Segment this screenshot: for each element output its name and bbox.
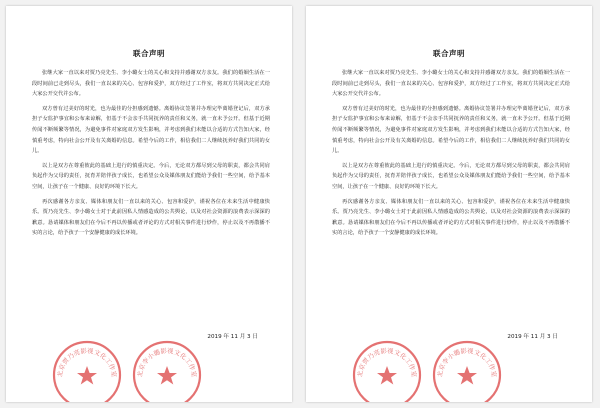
paragraph-3: 以上是双方在尊重彼此的基础上进行的慎重决定。今后，无论双方都尽到父母的职责，都会共同肩负起作为父母的责任，抚育并陪伴孩子成长，也希望公众及媒体朋友们能给予我们一些空间，给予基本空间，让孩子在一个健康、良好的环境下长大。 (32, 162, 270, 190)
statement-body (32, 68, 270, 243)
statement-date: 2019 年 11 月 3 日 (207, 334, 258, 340)
paragraph-1: 张继大家一直以来对贾乃亮先生、李小璐女士的关心和支持并感谢双方亲友。我们的婚姻生活在一段时间前已走到尽头，我们一直以来的关心、包容和爱护，双方经过了工作室，将双方共同决定正式给大家公开交代并公布。 (332, 70, 570, 98)
official-seal-left (350, 338, 424, 402)
page-title: 联合声明 (433, 49, 465, 58)
svg-text:北京贾乃亮影视文化工作室: 北京贾乃亮影视文化工作室 (355, 346, 419, 378)
official-seal-right (430, 338, 504, 402)
paragraph-3: 以上是双方在尊重彼此的基础上进行的慎重决定。今后，无论双方都尽到父母的职责，都会共同肩负起作为父母的责任，抚育并陪伴孩子成长，也希望公众及媒体朋友们能给予我们一些空间，给予基本空间，让孩子在一个健康、良好的环境下长大。 (332, 162, 570, 190)
svg-text:北京李小璐影视文化工作室: 北京李小璐影视文化工作室 (135, 346, 199, 378)
document-page-right (306, 6, 592, 402)
svg-text:北京李小璐影视文化工作室: 北京李小璐影视文化工作室 (435, 346, 499, 378)
seal-stamp-icon (130, 338, 204, 402)
paragraph-1: 张继大家一直以来对贾乃亮先生、李小璐女士的关心和支持并感谢双方亲友。我们的婚姻生活在一段时间前已走到尽头，我们一直以来的关心、包容和爱护，双方经过了工作室，将双方共同决定正式给大家公开交代并公布。 (32, 70, 270, 98)
seal-stamp-icon (50, 338, 124, 402)
paragraph-2: 双方曾有过美好的时光，也为最佳的分担感到遗憾。离婚协议签署并办理完毕离婚登记后，双方承担子女监护事宜和公布来谅解，但基于不会亲手共同抚养的责任和义务，就一直未予公开。但基于近期传闻不断频繁等情况，为避免事件对家庭双方发生影响，并考虑到我们未能以合适的方式告知大家，经慎重考虑，特向社会公开及有关离婚的信息。希望今后的工作，相信我们二人继续抚养好我们共同的女儿。 (332, 105, 570, 155)
svg-text:北京贾乃亮影视文化工作室: 北京贾乃亮影视文化工作室 (55, 346, 119, 378)
statement-date: 2019 年 11 月 3 日 (507, 334, 558, 340)
paragraph-4: 再次感谢各方亲友、媒体和朋友们一直以来的关心、包容和爱护，谨祝各位在未来生活中健康快乐。贾乃亮先生、李小璐女士对于此前因私人情感造成的公共舆论，以及对社会资源的浪费表示深深的歉意。恳请媒体和朋友们在今后不再以传播或者评论的方式对相关事件进行炒作，停止以及不再散播不实的言论，给予孩子一个安静健康的成长环境。 (32, 198, 270, 237)
official-seal-left (50, 338, 124, 402)
seal-stamp-icon (350, 338, 424, 402)
paragraph-2: 双方曾有过美好的时光，也为最佳的分担感到遗憾。离婚协议签署并办理完毕离婚登记后，双方承担子女监护事宜和公布来谅解，但基于不会亲手共同抚养的责任和义务，就一直未予公开。但基于近期传闻不断频繁等情况，为避免事件对家庭双方发生影响，并考虑到我们未能以合适的方式告知大家，经慎重考虑，特向社会公开及有关离婚的信息。希望今后的工作，相信我们二人继续抚养好我们共同的女儿。 (32, 105, 270, 155)
official-seal-right (130, 338, 204, 402)
page-title: 联合声明 (133, 49, 165, 58)
document-page-left (6, 6, 292, 402)
seal-stamp-icon (430, 338, 504, 402)
statement-body (332, 68, 570, 243)
paragraph-4: 再次感谢各方亲友、媒体和朋友们一直以来的关心、包容和爱护，谨祝各位在未来生活中健康快乐。贾乃亮先生、李小璐女士对于此前因私人情感造成的公共舆论，以及对社会资源的浪费表示深深的歉意。恳请媒体和朋友们在今后不再以传播或者评论的方式对相关事件进行炒作，停止以及不再散播不实的言论，给予孩子一个安静健康的成长环境。 (332, 198, 570, 237)
